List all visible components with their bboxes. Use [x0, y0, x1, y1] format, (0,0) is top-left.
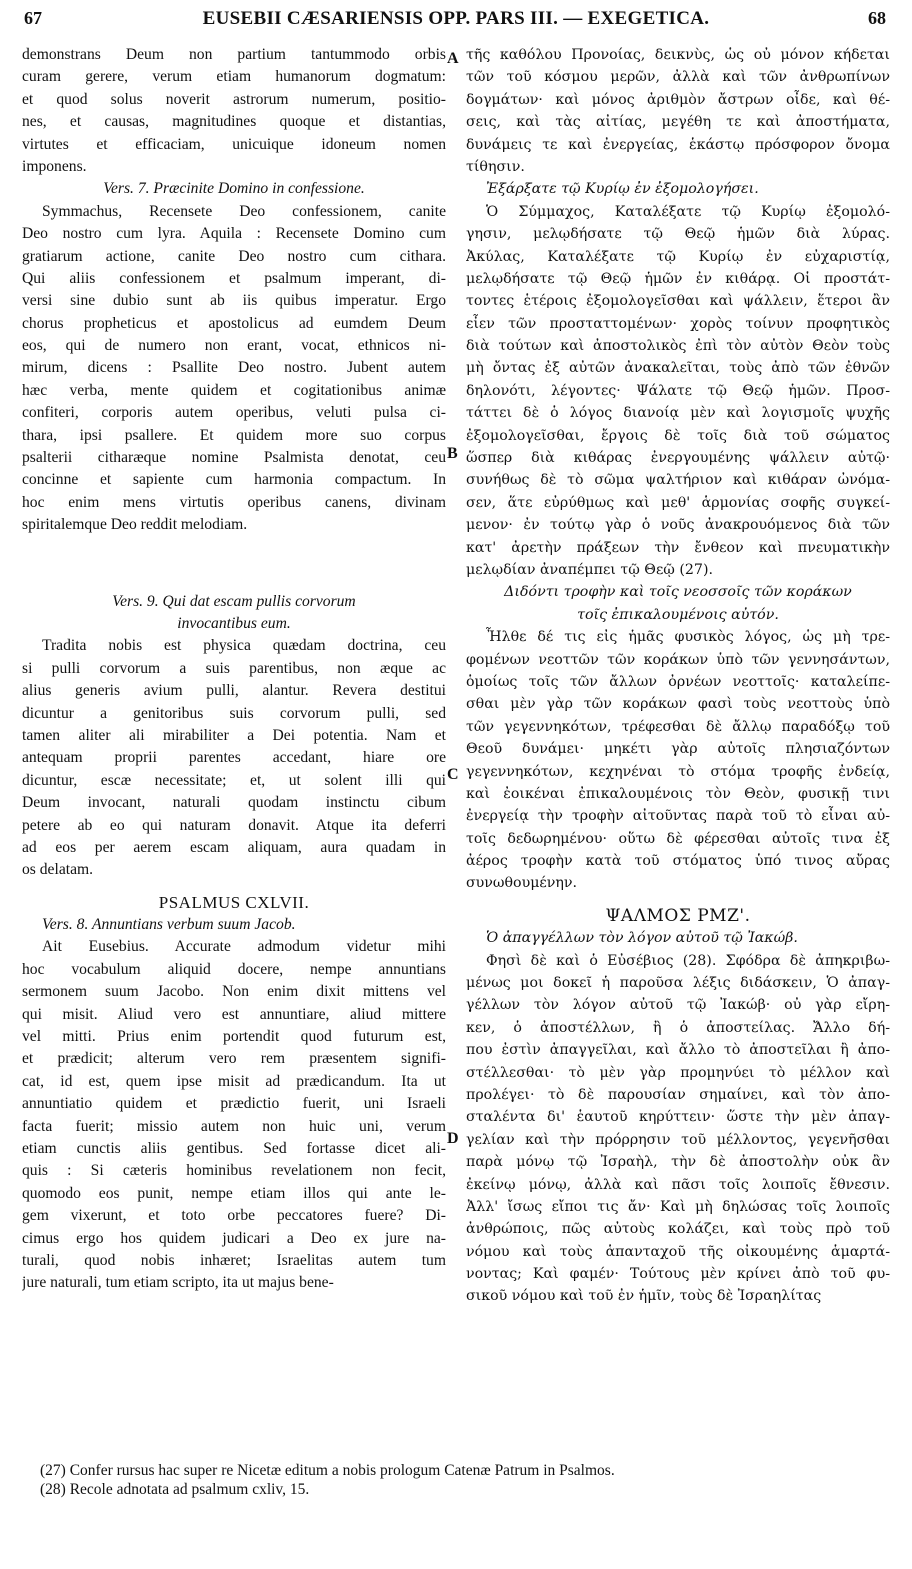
verse-heading: invocantibus eum.: [177, 614, 291, 632]
text-line: Deo nostro cum lyra. Aquila : Recensete Domino cum: [22, 225, 446, 243]
greek-column: [466, 44, 890, 1308]
text-line: sermonem suum Jacobo. Non enim dixit mittens vel: [22, 983, 446, 1001]
text-line: Ait Eusebius. Accurate admodum videtur mihi: [42, 938, 446, 956]
text-line: Tradita nobis est physica quædam doctrina, ceu: [42, 637, 446, 655]
text-line: μὴ ὄντας ἐξ αὐτῶν ἀνακαλεῖται, τοὺς ἀπὸ τῶν ἐθνῶν: [466, 360, 890, 377]
verse-heading: Ἐξάρξατε τῷ Κυρίῳ ἐν ἐξομολογήσει.: [486, 181, 759, 198]
text-line: γησιν, μελῳδήσατε τῷ Θεῷ ἡμῶν διὰ λύρας.: [466, 226, 890, 243]
text-line: γελίαν καὶ τὴν πρόρρησιν τοῦ μέλλοντος, γεγενῆσθαι: [466, 1131, 890, 1148]
running-title: EUSEBII CÆSARIENSIS OPP. PARS III. — EXEGETICA.: [202, 8, 710, 29]
text-line: confiteri, corporis autem operibus, veluti pulsa ci-: [22, 404, 446, 422]
margin-marker-a: A: [447, 50, 459, 67]
margin-marker-d: D: [447, 1130, 459, 1147]
text-line: μένως μοι δοκεῖ ἡ παροῦσα λέξις διδάσκειν, Ὁ ἀπαγ-: [466, 975, 890, 992]
text-line: τοῖς δεδωρημένου· οὕτω δὲ φέρεσθαι αὐτοῖς τινα ἐξ: [466, 830, 890, 847]
text-line: cat, id est, quem ipse misit ad prædicandum. Ita ut: [22, 1072, 446, 1090]
text-line: Qui aliis confessionem et psalmum imperant, di-: [22, 269, 446, 287]
text-line: σικοῦ νόμου καὶ τοῦ ἐν ἡμῖν, τοὺς δὲ Ἰσραηλίτας: [466, 1288, 822, 1305]
text-line: et quod solus noverit astrorum numerum, positio-: [22, 90, 446, 108]
spacer: [22, 882, 446, 892]
text-line: Φησὶ δὲ καὶ ὁ Εὐσέβιος (28). Σφόδρα δὲ ἀπηκριβω-: [486, 952, 890, 969]
text-line: τῆς καθόλου Προνοίας, δεικνὺς, ὡς οὐ μόνον κήδεται: [466, 47, 890, 63]
text-line: δυνάμεις τε καὶ ἐνεργείας, ἑκάστῳ πρόσφορον ὄνομα: [466, 136, 890, 153]
text-line: Θεοῦ δυνάμει· μηκέτι γὰρ αὐτοῖς πλησιαζόντων: [466, 741, 890, 758]
text-line: ad eos per aerem escam aliquam, aura quadam in: [22, 838, 446, 856]
text-line: quomodo eos punit, nempe etiam illos qui ante le-: [22, 1184, 446, 1202]
text-line: curam gerere, verum etiam humanorum dogmatum:: [22, 68, 446, 86]
text-line: συνωθουμένην.: [466, 875, 578, 892]
latin-column: [22, 44, 446, 1295]
text-line: ἀνθρώποις, πῶς αὐτοὺς κολάζει, καὶ τοὺς πρὸ τοῦ: [466, 1221, 890, 1238]
text-line: mirum, dicens : Psallite Deo nostro. Jubent autem: [22, 359, 446, 377]
text-line: σεν, ἅτε εὐρύθμως καὶ μεθ' ἁρμονίας σοφῆς συγκεί-: [466, 494, 890, 511]
footnote-27: (27) Confer rursus hac super re Nicetæ editum a nobis prologum Catenæ Patrum in Psalmos.: [40, 1462, 615, 1479]
text-line: ἀέρος τροφὴν κατὰ τοῦ στόματος ὑπό τινος αὔρας: [466, 853, 890, 870]
text-line: δηλονότι, λέγοντες· Ψάλατε τῷ Θεῷ ἡμῶν. Προσ-: [466, 382, 890, 399]
text-line: annuntiatio quidem et prædictio fuerit, uni Israeli: [22, 1095, 446, 1113]
text-line: jure naturali, tum etiam scripto, ita ut majus bene-: [22, 1274, 334, 1292]
margin-marker-c: C: [447, 766, 459, 783]
text-line: imponens.: [22, 157, 87, 175]
verse-heading: τοῖς ἐπικαλουμένοις αὐτόν.: [577, 606, 779, 623]
text-line: quis : Si cæteris hominibus revelationem non fecit,: [22, 1162, 446, 1180]
text-line: διὰ τούτων καὶ ἀποστολικὸς ἐπὶ τὸν αὐτὸν Θεὸν τοὺς: [466, 338, 890, 355]
text-line: gem vixerunt, et toto orbe peccatores fuere? Di-: [22, 1207, 446, 1225]
text-line: concinne et sapiente cum harmonia compactum. In: [22, 471, 446, 489]
text-line: τῶν τοῦ κόσμου μερῶν, ἀλλὰ καὶ τῶν ἀνθρωπίνων: [466, 69, 890, 86]
text-line: eos, qui de numero non erant, vocat, ethnicos ni-: [22, 337, 446, 355]
page-number-left: 67: [24, 8, 42, 28]
text-line: γεγεννηκότων, κεχηνέναι τὸ στόμα τροφῆς ἐνδείᾳ,: [466, 763, 890, 780]
text-line: καὶ ἐοικέναι ἐπικαλουμένοις τὸν Θεὸν, φυσικῇ τινι: [466, 785, 890, 802]
running-header: [22, 8, 890, 36]
margin-marker-b: B: [447, 445, 458, 462]
text-line: Deum invocant, naturali quodam instinctu cibum: [22, 794, 446, 812]
text-line: vel mitti. Prius enim portendit quod futurum est,: [22, 1028, 446, 1046]
page-number-right: 68: [868, 8, 886, 28]
text-line: facta fuerit; missio autem non huic uni, verum: [22, 1117, 446, 1135]
psalm-title: PSALMUS CXLVII.: [158, 892, 310, 912]
text-line: antequam proprii parentes accedant, hiare ore: [22, 749, 446, 767]
text-line: chorus propheticus et apostolicus ad eumdem Deum: [22, 314, 446, 332]
text-line: φομένων νεοττῶν τῶν κοράκων ὑπὸ τῶν γεννησάντων,: [466, 651, 890, 668]
text-line: ἐκείνῳ μόνῳ, ἀλλὰ καὶ πᾶσι τοῖς λοιποῖς ἔθνεσιν.: [466, 1176, 890, 1193]
text-line: versi sine dubio sunt ab iis quibus imperatur. Ergo: [22, 292, 446, 310]
text-line: συνήθως δὲ τὸ σῶμα ψαλτήριον καὶ κιθάραν ὠνόμα-: [466, 472, 890, 489]
text-line: ὥσπερ διὰ κιθάρας ἐνεργουμένης ψάλλειν αὐτῷ·: [466, 450, 890, 467]
verse-heading: Vers. 8. Annuntians verbum suum Jacob.: [42, 916, 296, 934]
text-line: ἐξομολογεῖσθαι, ἔργοις δὲ τοῖς διὰ τοῦ σώματος: [466, 427, 890, 444]
text-line: petere ab eo qui naturam donavit. Atque ita deferri: [22, 816, 446, 834]
text-line: νοντας; Καὶ φαμέν· Τούτους μὲν κρίνει ἀπὸ τοῦ φυ-: [466, 1266, 890, 1283]
text-line: cimus ergo hos quidem judicari a Deo ex jure na-: [22, 1229, 446, 1247]
spacer: [466, 895, 890, 905]
text-line: μελῳδήσατε τῷ Θεῷ ἡμῶν ἐν κιθάρᾳ. Οἱ προστάτ-: [466, 270, 890, 287]
text-line: μελῳδίαν ἀναπέμπει τῷ Θεῷ (27).: [466, 561, 713, 578]
verse-heading: Vers. 7. Præcinite Domino in confessione.: [103, 180, 365, 198]
verse-heading: Ὁ ἀπαγγέλλων τὸν λόγον αὐτοῦ τῷ Ἰακώβ.: [486, 930, 798, 947]
text-line: turali, quod nobis inhæret; Israelitas autem tum: [22, 1251, 446, 1269]
text-line: spiritalemque Deo reddit melodiam.: [22, 516, 248, 534]
text-line: tamen aliter ali mirabiliter a Dei potentia. Nam et: [22, 726, 446, 744]
text-line: Ὁ Σύμμαχος, Καταλέξατε τῷ Κυρίῳ ἐξομολό-: [486, 203, 890, 220]
text-line: σταλέντα δι' ἑαυτοῦ κηρύττειν· ὥστε τὴν μὲν ἀπαγ-: [466, 1109, 890, 1126]
text-line: dicuntur, escæ necessitate; et, ut solent illi qui: [22, 771, 446, 789]
spacer: [22, 537, 446, 591]
text-line: demonstrans Deum non partium tantummodo orbis: [22, 46, 446, 63]
text-line: alius generis avium pulli, alantur. Revera destitui: [22, 682, 446, 700]
text-line: προλέγει· τὸ δὲ παρουσίαν σημαίνει, καὶ τὸν ἀπο-: [466, 1086, 890, 1103]
text-line: hoc enim mens virtutis operibus canens, divinam: [22, 493, 446, 511]
text-line: στέλλεσθαι· τὸ μὲν γὰρ προμηνύει τὸ μέλλον καὶ: [466, 1064, 890, 1081]
text-line: hæc verba, mente quidem et cogitationibus animæ: [22, 381, 446, 399]
text-line: hoc vocabulum aliquid docere, nempe annuntians: [22, 960, 446, 978]
text-line: κατ' ἀρετὴν πράξεων τὴν ἔνθεον καὶ πνευματικὴν: [466, 539, 890, 556]
text-line: virtutes et efficaciam, unicuique idoneum nomen: [22, 135, 446, 153]
text-line: σθαι μὲν γὰρ τῶν κοράκων φασὶ τοὺς νεοττοὺς ὑπὸ: [466, 696, 890, 713]
text-line: γέλλων τὸν λόγον αὐτοῦ τῷ Ἰακώβ· οὐ γὰρ εἴρη-: [466, 997, 890, 1014]
text-line: τοντες ἑτέροις ἐξομολογεῖσθαι καὶ ψάλλειν, ἕτεροι ἂν: [466, 293, 890, 310]
text-line: et prædicit; alterum vero rem præsentem signifi-: [22, 1050, 446, 1068]
text-line: εἶεν τῶν προσταττομένων· χορὸς τοίνυν προφητικὸς: [466, 315, 890, 332]
text-line: κεν, ὁ ἀποστέλλων, ἢ ὁ ἀποστείλας. Ἄλλο δή-: [466, 1019, 890, 1036]
text-line: qui misit. Aliud vero est annuntiare, aliud mittere: [22, 1005, 446, 1023]
footnotes: [40, 1461, 890, 1499]
text-line: psalterii citharæque nomine Psalmista denotat, ceu: [22, 449, 446, 467]
text-line: δογμάτων· καὶ μόνος ἀριθμὸν ἄστρων οἶδε, καὶ θέ-: [466, 91, 890, 108]
text-line: dicuntur a genitoribus suis corvorum pulli, sed: [22, 704, 446, 722]
text-line: ὁμοίως τοῖς τῶν ἄλλων ὀρνέων νεοττοῖς· καταλείπε-: [466, 673, 890, 690]
text-line: thara, ipsi psallere. Et quidem more suo corpus: [22, 426, 446, 444]
text-line: Ἦλθε δέ τις εἰς ἡμᾶς φυσικὸς λόγος, ὡς μὴ τρε-: [486, 629, 890, 646]
text-line: ἐνεργείᾳ τὴν τροφὴν αἰτοῦντας παρὰ τοῦ τὸ εἶναι αὐ-: [466, 808, 890, 825]
text-line: Symmachus, Recensete Deo confessionem, canite: [42, 202, 446, 220]
text-line: si pulli corvorum a suis parentibus, non æque ac: [22, 659, 446, 677]
text-line: σεις, καὶ τὰς αἰτίας, μεγέθη τε καὶ ἀποστήματα,: [466, 114, 890, 131]
text-line: Ἀκύλας, Καταλέξατε τῷ Κυρίῳ ἐν εὐχαριστίᾳ,: [466, 248, 890, 265]
psalm-title: ΨΑΛΜΟΣ ΡΜΖ'.: [605, 905, 751, 926]
text-line: gratiarum actione, canite Deo nostro cum cithara.: [22, 247, 446, 265]
verse-heading: Vers. 9. Qui dat escam pullis corvorum: [112, 592, 356, 610]
text-line: που ἐστὶν ἀπαγγεῖλαι, καὶ ἄλλο τὸ ἀποστεῖλαι ἢ ἀπο-: [466, 1042, 890, 1059]
verse-heading: Διδόντι τροφὴν καὶ τοῖς νεοσσοῖς τῶν κοράκων: [504, 584, 852, 601]
text-line: νόμου καὶ τοὺς ἁπανταχοῦ τῆς οἰκουμένης ἁμαρτά-: [466, 1243, 890, 1260]
text-line: nes, et causas, magnitudines quoque et distantias,: [22, 113, 446, 131]
text-line: παρὰ μόνῳ τῷ Ἰσραὴλ, τὴν δὲ ἀποστολὴν οὐκ ἂν: [466, 1154, 890, 1171]
text-line: μενον· ἐν τούτῳ γὰρ ὁ νοῦς ἀνακρουόμενος διὰ τῶν: [466, 517, 890, 534]
text-line: etiam cunctis aliis gentibus. Sed fortasse dicet ali-: [22, 1139, 446, 1157]
text-line: τῶν γεγεννηκότων, τρέφεσθαι δὲ ἄλλῳ παραδόξῳ τοῦ: [466, 718, 890, 735]
text-line: τίθησιν.: [466, 158, 525, 175]
text-line: τάττει δὲ ὁ λόγος διανοίᾳ μὲν καὶ λογισμοῖς ψυχῆς: [466, 405, 890, 422]
text-line: Ἀλλ' ἴσως εἴποι τις ἄν· Καὶ μὴ δηλώσας τοῖς λοιποῖς: [466, 1198, 890, 1215]
footnote-28: (28) Recole adnotata ad psalmum cxliv, 15.: [40, 1481, 310, 1498]
text-line: os delatam.: [22, 861, 94, 879]
